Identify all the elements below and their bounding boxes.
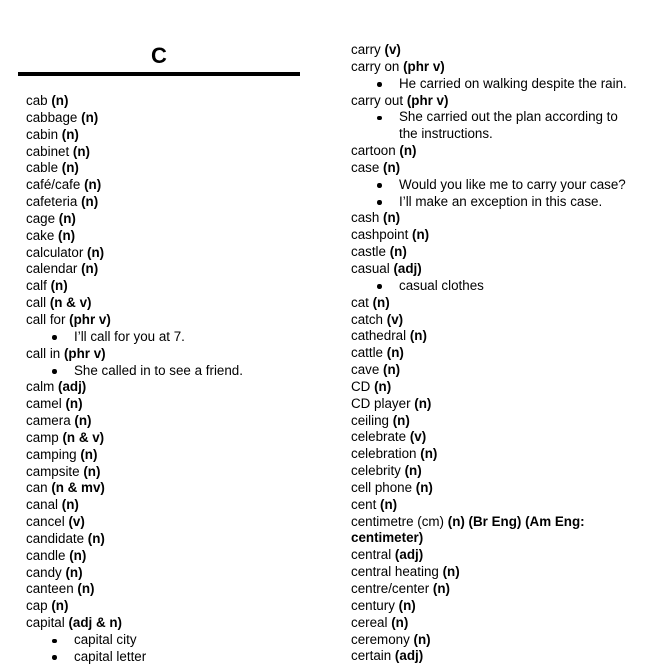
part-of-speech: (n): [65, 396, 83, 412]
headword: camp: [26, 429, 63, 445]
part-of-speech: (n): [81, 194, 99, 210]
headword: cave: [351, 362, 384, 378]
part-of-speech: (n): [58, 227, 76, 243]
headword: ceiling: [351, 412, 393, 428]
part-of-speech: (n): [61, 160, 79, 176]
word-entry: [351, 497, 651, 514]
headword: canal: [26, 497, 62, 513]
headword: camera: [26, 413, 75, 429]
headword: cabinet: [26, 143, 73, 159]
word-entry: [26, 110, 326, 127]
part-of-speech: (adj): [394, 648, 424, 664]
part-of-speech: centimeter): [351, 530, 424, 546]
part-of-speech: (n): [69, 547, 87, 563]
part-of-speech: (phr v): [406, 92, 449, 108]
right-word-column: [351, 42, 651, 665]
part-of-speech: (adj): [394, 547, 424, 563]
word-entry: [351, 429, 651, 446]
word-entry: [26, 447, 326, 464]
word-entry: [26, 211, 326, 228]
headword: cent: [351, 496, 381, 512]
word-entry: [26, 565, 326, 582]
word-entry: [26, 177, 326, 194]
part-of-speech: (n) (Br Eng) (Am Eng:: [447, 513, 585, 529]
word-entry: [26, 278, 326, 295]
word-entry: [26, 295, 326, 312]
headword: centre/center: [351, 581, 433, 596]
word-entry: [26, 480, 326, 497]
usage-example: capital city: [26, 632, 326, 649]
heading-rule: [18, 72, 300, 76]
headword: calf: [26, 278, 51, 294]
headword: central heating: [351, 564, 443, 580]
part-of-speech: (phr v): [69, 311, 111, 327]
headword: cafeteria: [26, 194, 82, 210]
word-entry: [26, 464, 326, 481]
part-of-speech: (n & mv): [51, 480, 105, 496]
part-of-speech: (n): [412, 227, 430, 243]
word-entry: [26, 615, 326, 632]
headword: call in: [26, 345, 64, 361]
headword: cake: [26, 227, 59, 243]
headword: calculator: [26, 244, 88, 260]
word-entry: [26, 531, 326, 548]
part-of-speech: (n): [372, 294, 390, 310]
part-of-speech: (v): [384, 42, 401, 57]
headword: canteen: [26, 581, 78, 597]
word-entry: [26, 413, 326, 430]
word-entry: [26, 93, 326, 110]
word-entry: [351, 547, 651, 564]
word-entry: [351, 615, 651, 632]
word-entry: [26, 514, 326, 531]
part-of-speech: (n): [380, 496, 398, 512]
word-entry: [26, 160, 326, 177]
headword: candle: [26, 547, 70, 563]
part-of-speech: (adj): [58, 379, 87, 395]
headword: calendar: [26, 261, 82, 277]
usage-example: I’ll make an exception in this case.: [351, 194, 651, 211]
headword: cage: [26, 210, 59, 226]
headword: catch: [351, 311, 387, 327]
headword: centimetre (cm): [351, 513, 448, 529]
word-entry: [26, 497, 326, 514]
usage-example: He carried on walking despite the rain.: [351, 76, 651, 93]
word-entry: [351, 312, 651, 329]
headword: carry: [351, 42, 385, 57]
word-entry: [351, 143, 651, 160]
word-entry: [351, 210, 651, 227]
part-of-speech: (n): [413, 631, 431, 647]
word-entry: [351, 446, 651, 463]
part-of-speech: (n): [84, 177, 102, 193]
part-of-speech: (n): [383, 362, 401, 378]
word-entry: [26, 346, 326, 363]
word-entry: [26, 548, 326, 565]
word-entry: [351, 530, 651, 547]
part-of-speech: (n): [383, 159, 401, 175]
part-of-speech: (n): [81, 109, 99, 125]
part-of-speech: (n): [81, 261, 99, 277]
part-of-speech: (n): [74, 413, 92, 429]
word-entry: [351, 328, 651, 345]
word-entry: [351, 648, 651, 665]
headword: celebrate: [351, 429, 410, 445]
headword: ceremony: [351, 631, 414, 647]
headword: cap: [26, 598, 52, 614]
part-of-speech: (n): [432, 581, 450, 596]
word-entry: [351, 463, 651, 480]
headword: cancel: [26, 514, 69, 530]
headword: camping: [26, 446, 81, 462]
word-entry: [26, 598, 326, 615]
part-of-speech: (n): [77, 581, 95, 597]
part-of-speech: (n): [87, 244, 105, 260]
part-of-speech: (n): [61, 497, 79, 513]
word-entry: [26, 245, 326, 262]
word-entry: [351, 598, 651, 615]
part-of-speech: (n & v): [49, 295, 92, 311]
word-entry: [26, 396, 326, 413]
headword: cell phone: [351, 479, 416, 495]
headword: cabbage: [26, 109, 82, 125]
part-of-speech: (n): [404, 463, 422, 479]
part-of-speech: (n): [51, 598, 69, 614]
word-entry: [26, 261, 326, 278]
part-of-speech: (phr v): [63, 345, 106, 361]
word-entry: [351, 93, 651, 110]
word-entry: [26, 127, 326, 144]
headword: call for: [26, 311, 70, 327]
part-of-speech: (n): [398, 597, 416, 613]
headword: celebrity: [351, 463, 405, 479]
headword: cabin: [26, 126, 62, 142]
headword: calm: [26, 379, 58, 395]
part-of-speech: (n): [420, 446, 438, 462]
usage-example-continuation: the instructions.: [399, 126, 493, 142]
headword: candy: [26, 564, 66, 580]
word-entry: [26, 228, 326, 245]
word-entry: [351, 244, 651, 261]
usage-example: capital letter: [26, 649, 326, 666]
part-of-speech: (n): [386, 345, 404, 361]
word-entry: [351, 227, 651, 244]
usage-example: She called in to see a friend.: [26, 363, 326, 380]
headword: capital: [26, 615, 69, 631]
part-of-speech: (n): [374, 378, 392, 394]
part-of-speech: (n): [65, 564, 83, 580]
word-entry: [351, 480, 651, 497]
part-of-speech: (v): [68, 514, 85, 530]
part-of-speech: (n): [442, 564, 460, 580]
word-entry: [351, 632, 651, 649]
headword: cereal: [351, 614, 392, 630]
part-of-speech: (n): [83, 463, 101, 479]
part-of-speech: (n): [399, 143, 417, 159]
headword: celebration: [351, 446, 421, 462]
word-entry: [351, 413, 651, 430]
headword: cartoon: [351, 143, 400, 159]
part-of-speech: (n): [80, 446, 98, 462]
part-of-speech: (adj): [393, 260, 422, 276]
word-entry: [351, 564, 651, 581]
word-entry: [26, 144, 326, 161]
left-word-column: [26, 93, 326, 666]
word-entry: [26, 312, 326, 329]
headword: case: [351, 159, 384, 175]
word-entry: [351, 581, 651, 598]
headword: can: [26, 480, 52, 496]
word-entry: [26, 581, 326, 598]
part-of-speech: (n): [61, 126, 79, 142]
part-of-speech: (adj & n): [68, 615, 122, 631]
word-entry: [351, 42, 651, 59]
headword: call: [26, 295, 50, 311]
headword: CD: [351, 378, 375, 394]
headword: central: [351, 547, 395, 563]
part-of-speech: (n): [391, 614, 409, 630]
headword: café/cafe: [26, 177, 85, 193]
headword: cathedral: [351, 328, 410, 344]
usage-example: casual clothes: [351, 278, 651, 295]
section-letter-heading: C: [151, 43, 167, 68]
usage-example: I’ll call for you at 7.: [26, 329, 326, 346]
usage-example: She carried out the plan according to: [351, 109, 651, 126]
word-entry: [351, 261, 651, 278]
word-entry: [351, 59, 651, 76]
headword: cab: [26, 93, 52, 108]
headword: cattle: [351, 345, 387, 361]
part-of-speech: (n): [51, 93, 69, 108]
part-of-speech: (n): [383, 210, 401, 226]
word-entry: [351, 379, 651, 396]
word-entry: [351, 345, 651, 362]
headword: CD player: [351, 395, 415, 411]
word-entry: [351, 160, 651, 177]
word-entry: [351, 362, 651, 379]
headword: camel: [26, 396, 66, 412]
headword: castle: [351, 244, 390, 260]
word-entry: [351, 295, 651, 312]
headword: carry on: [351, 58, 404, 74]
word-entry: [26, 194, 326, 211]
part-of-speech: (n): [72, 143, 91, 159]
part-of-speech: (n): [415, 479, 433, 495]
headword: campsite: [26, 463, 84, 479]
part-of-speech: (phr v): [403, 58, 445, 74]
word-entry: [26, 430, 326, 447]
part-of-speech: (n): [58, 210, 76, 226]
part-of-speech: (n): [392, 412, 410, 428]
headword: century: [351, 597, 399, 613]
headword: cashpoint: [351, 227, 413, 243]
headword: candidate: [26, 530, 88, 546]
headword: cable: [26, 160, 62, 176]
part-of-speech: (n & v): [62, 429, 105, 445]
part-of-speech: (n): [50, 278, 68, 294]
headword: cat: [351, 294, 373, 310]
part-of-speech: (v): [386, 311, 404, 327]
word-entry: [351, 396, 651, 413]
headword: casual: [351, 260, 394, 276]
part-of-speech: (v): [409, 429, 427, 445]
word-entry: [26, 379, 326, 396]
usage-example: Would you like me to carry your case?: [351, 177, 651, 194]
part-of-speech: (n): [414, 395, 432, 411]
headword: cash: [351, 210, 384, 226]
part-of-speech: (n): [87, 530, 105, 546]
headword: carry out: [351, 92, 407, 108]
headword: certain: [351, 648, 395, 664]
part-of-speech: (n): [389, 244, 407, 260]
part-of-speech: (n): [409, 328, 427, 344]
word-entry: [351, 514, 651, 531]
